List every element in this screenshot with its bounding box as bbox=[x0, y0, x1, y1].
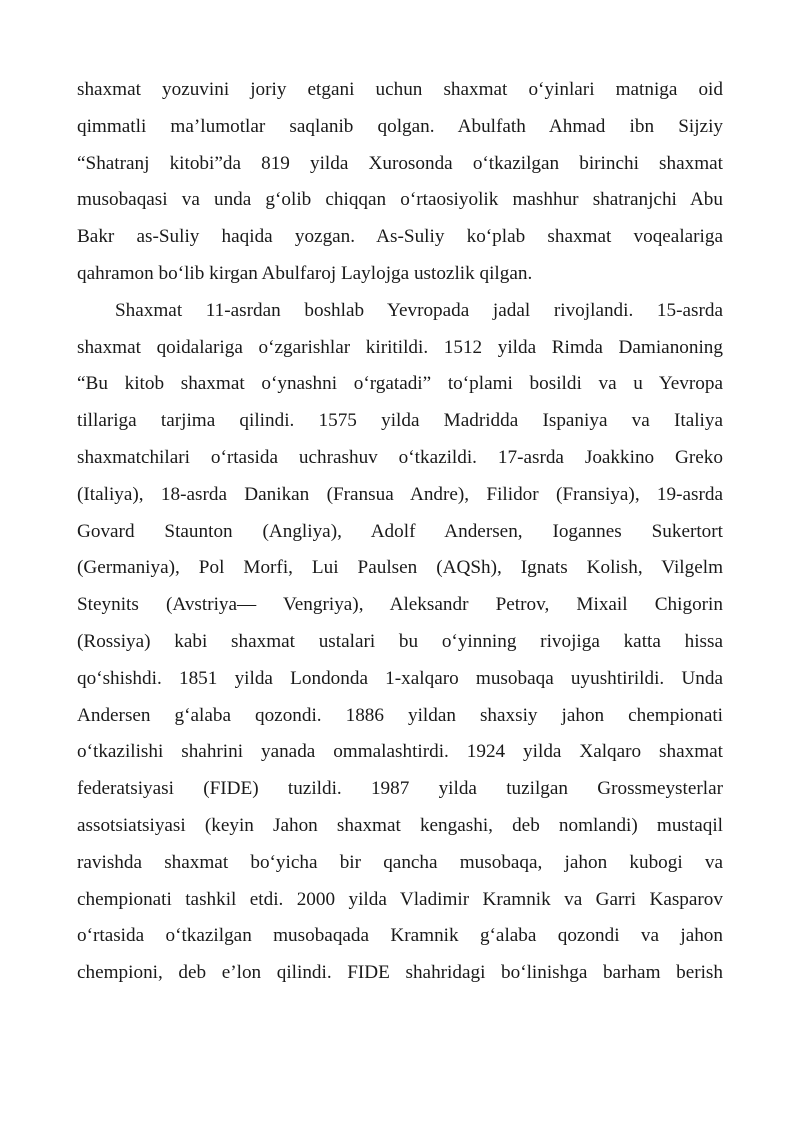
text-line: o‘rtasida o‘tkazilgan musobaqada Kramnik g‘alaba qozondi va jahon bbox=[77, 925, 723, 947]
text-line: Bakr as-Suliy haqida yozgan. As-Suliy ko‘plab shaxmat voqealariga bbox=[77, 226, 723, 248]
text-line: musobaqasi va unda g‘olib chiqqan o‘rtaosiyolik mashhur shatranjchi Abu bbox=[77, 189, 723, 211]
text-line: chempioni, deb e’lon qilindi. FIDE shahridagi bo‘linishga barham berish bbox=[77, 962, 723, 984]
text-line: o‘tkazilishi shahrini yanada ommalashtirdi. 1924 yilda Xalqaro shaxmat bbox=[77, 741, 723, 763]
text-line: (Rossiya) kabi shaxmat ustalari bu o‘yinning rivojiga katta hissa bbox=[77, 630, 723, 652]
paragraph-2 bbox=[77, 293, 723, 992]
text-line: “Shatranj kitobi”da 819 yilda Xurosonda o‘tkazilgan birinchi shaxmat bbox=[77, 152, 723, 174]
text-line: shaxmatchilari o‘rtasida uchrashuv o‘tkazildi. 17-asrda Joakkino Greko bbox=[77, 446, 723, 468]
text-line: (Italiya), 18-asrda Danikan (Fransua Andre), Filidor (Fransiya), 19-asrda bbox=[77, 483, 723, 505]
text-line: assotsiatsiyasi (keyin Jahon shaxmat kengashi, deb nomlandi) mustaqil bbox=[77, 814, 723, 836]
text-line: Andersen g‘alaba qozondi. 1886 yildan shaxsiy jahon chempionati bbox=[77, 704, 723, 726]
paragraph-1 bbox=[77, 72, 723, 293]
text-line: qahramon bo‘lib kirgan Abulfaroj Laylojga ustozlik qilgan. bbox=[77, 262, 533, 284]
text-line: Steynits (Avstriya— Vengriya), Aleksandr Petrov, Mixail Chigorin bbox=[77, 594, 723, 616]
text-line: (Germaniya), Pol Morfi, Lui Paulsen (AQSh), Ignats Kolish, Vilgelm bbox=[77, 557, 723, 579]
text-line: federatsiyasi (FIDE) tuzildi. 1987 yilda tuzilgan Grossmeysterlar bbox=[77, 778, 723, 800]
text-line: Shaxmat 11-asrdan boshlab Yevropada jadal rivojlandi. 15-asrda bbox=[115, 299, 723, 321]
text-line: qo‘shishdi. 1851 yilda Londonda 1-xalqaro musobaqa uyushtirildi. Unda bbox=[77, 667, 723, 689]
text-line: shaxmat yozuvini joriy etgani uchun shaxmat o‘yinlari matniga oid bbox=[77, 79, 723, 100]
text-line: “Bu kitob shaxmat o‘ynashni o‘rgatadi” to‘plami bosildi va u Yevropa bbox=[77, 373, 723, 395]
text-line: qimmatli ma’lumotlar saqlanib qolgan. Abulfath Ahmad ibn Sijziy bbox=[77, 115, 723, 137]
text-line: ravishda shaxmat bo‘yicha bir qancha musobaqa, jahon kubogi va bbox=[77, 851, 723, 873]
text-line: Govard Staunton (Angliya), Adolf Andersen, Iogannes Sukertort bbox=[77, 520, 723, 542]
text-line: tillariga tarjima qilindi. 1575 yilda Madridda Ispaniya va Italiya bbox=[77, 410, 723, 432]
text-line: chempionati tashkil etdi. 2000 yilda Vladimir Kramnik va Garri Kasparov bbox=[77, 888, 723, 910]
document-page bbox=[77, 72, 723, 992]
text-line: shaxmat qoidalariga o‘zgarishlar kiritildi. 1512 yilda Rimda Damianoning bbox=[77, 336, 723, 358]
